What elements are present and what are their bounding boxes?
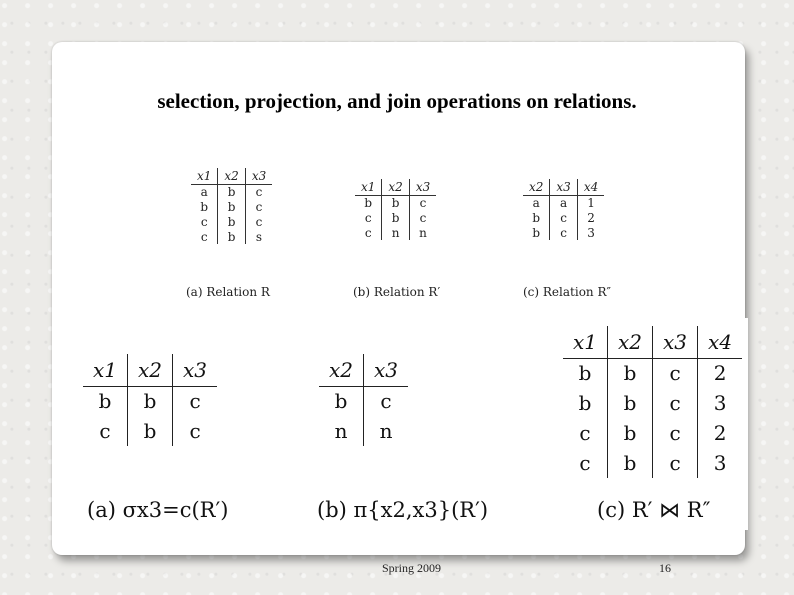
column-header: x2 [218, 168, 245, 184]
table-row [563, 358, 742, 388]
table-cell: n [409, 225, 436, 240]
table-cell: b [382, 195, 409, 210]
projection-caption-text: (b) π{x2,x3}(R′) [317, 498, 489, 522]
join-result-table [563, 326, 742, 478]
table-cell: c [653, 418, 698, 448]
table-row [523, 195, 604, 210]
relation-r-table [191, 168, 272, 244]
table-cell: b [382, 210, 409, 225]
column-header: x2 [382, 179, 409, 195]
table-cell: b [578, 391, 592, 415]
relation-r-double-prime-caption-text: (c) Relation R″ [523, 285, 611, 299]
projection-caption [317, 498, 488, 522]
table-row [319, 416, 408, 446]
table-cell: b [532, 210, 541, 225]
join-caption-text: (c) R′ ⋈ R″ [597, 498, 711, 522]
column-header: x1 [563, 326, 608, 358]
table-cell: 3 [698, 448, 743, 478]
table-row [355, 210, 436, 225]
table-cell: b [128, 416, 173, 446]
table-cell: c [364, 386, 409, 416]
table-cell: c [200, 214, 208, 229]
table-cell: c [173, 386, 218, 416]
table-header-row [523, 179, 604, 195]
table-header-row [355, 179, 436, 195]
table-cell: c [653, 358, 698, 388]
table-cell: c [99, 419, 111, 443]
table-header-row [191, 168, 272, 184]
table-header-row [319, 354, 408, 386]
table-cell: b [218, 214, 245, 229]
relation-r-double-prime-caption [523, 285, 611, 299]
table-cell: c [173, 416, 218, 446]
table-header-row [83, 354, 217, 386]
table-cell: c [409, 195, 436, 210]
column-header: x1 [83, 354, 128, 386]
table-cell: 3 [698, 388, 743, 418]
operations-figure [77, 318, 748, 530]
table-cell: c [200, 229, 208, 244]
table-cell: n [382, 225, 409, 240]
footer-date: Spring 2009 [382, 561, 442, 575]
table-cell: b [608, 358, 653, 388]
projection-result-table [319, 354, 408, 446]
table-row [563, 418, 742, 448]
table-cell: 2 [698, 358, 743, 388]
table-row [319, 386, 408, 416]
table-cell: c [550, 210, 577, 225]
table-cell: b [608, 448, 653, 478]
page-number: 16 [659, 561, 671, 575]
table-cell: s [245, 229, 272, 244]
table-row [191, 184, 272, 199]
column-header: x3 [550, 179, 577, 195]
table-cell: c [245, 184, 272, 199]
table-cell: b [334, 389, 348, 414]
table-cell: c [653, 388, 698, 418]
table-cell: n [334, 419, 348, 443]
column-header: x1 [191, 168, 218, 184]
selection-result-table [83, 354, 217, 446]
table-cell: a [532, 195, 540, 210]
table-cell: c [364, 225, 372, 240]
column-header: x3 [173, 354, 218, 386]
table-row [191, 214, 272, 229]
table-row [191, 229, 272, 244]
table-row [355, 195, 436, 210]
table-cell: c [579, 421, 591, 445]
column-header: x2 [608, 326, 653, 358]
table-cell: b [200, 199, 209, 214]
table-cell: b [532, 225, 541, 240]
table-row [355, 225, 436, 240]
relation-r-caption-text: (a) Relation R [186, 285, 270, 299]
column-header: x4 [698, 326, 743, 358]
table-cell: c [409, 210, 436, 225]
table-cell: c [579, 451, 591, 475]
table-cell: b [218, 199, 245, 214]
table-row [83, 386, 217, 416]
table-cell: 2 [698, 418, 743, 448]
column-header: x3 [409, 179, 436, 195]
table-cell: c [245, 214, 272, 229]
selection-caption-text: (a) σx3=c(R′) [87, 498, 229, 522]
column-header: x3 [653, 326, 698, 358]
join-caption [597, 498, 710, 522]
table-cell: c [550, 225, 577, 240]
table-cell: b [128, 386, 173, 416]
relations-figure [183, 150, 633, 308]
table-row [83, 416, 217, 446]
column-header: x4 [577, 179, 604, 195]
table-cell: c [653, 448, 698, 478]
relation-r-prime-table [355, 179, 436, 240]
table-cell: 1 [577, 195, 604, 210]
table-row [523, 225, 604, 240]
column-header: x2 [319, 354, 364, 386]
relation-r-prime-caption [353, 285, 440, 299]
table-cell: n [364, 416, 409, 446]
table-cell: a [550, 195, 577, 210]
table-cell: b [608, 418, 653, 448]
table-cell: c [364, 210, 372, 225]
table-cell: b [608, 388, 653, 418]
table-cell: b [364, 195, 373, 210]
table-cell: b [218, 184, 245, 199]
column-header: x3 [364, 354, 409, 386]
column-header: x2 [523, 179, 550, 195]
column-header: x3 [245, 168, 272, 184]
table-row [563, 388, 742, 418]
table-cell: 2 [577, 210, 604, 225]
relation-r-caption [186, 285, 270, 299]
table-cell: a [200, 184, 208, 199]
column-header: x1 [355, 179, 382, 195]
table-cell: b [578, 361, 592, 386]
relation-r-double-prime-table [523, 179, 604, 240]
selection-caption [87, 498, 228, 522]
table-cell: b [218, 229, 245, 244]
table-cell: c [245, 199, 272, 214]
column-header: x2 [128, 354, 173, 386]
relation-r-prime-caption-text: (b) Relation R′ [353, 285, 441, 299]
table-cell: 3 [577, 225, 604, 240]
table-cell: b [98, 389, 112, 414]
table-header-row [563, 326, 742, 358]
table-row [523, 210, 604, 225]
table-row [191, 199, 272, 214]
slide-title: selection, projection, and join operations on relations. [157, 89, 637, 113]
table-row [563, 448, 742, 478]
